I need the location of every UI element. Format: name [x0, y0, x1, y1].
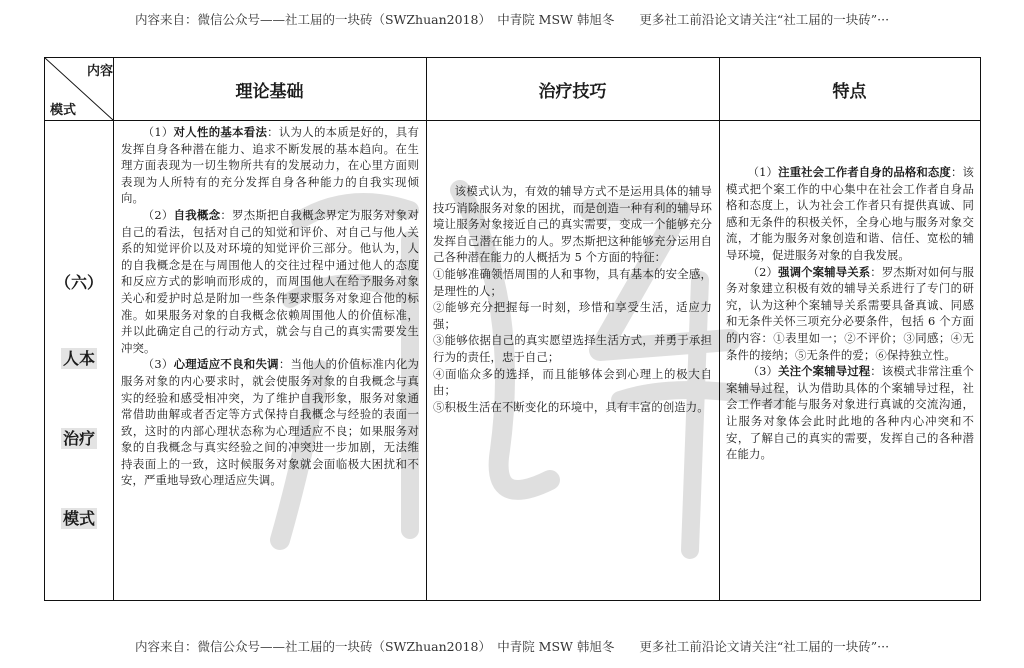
- theory-p3-title: 心理适应不良和失调: [173, 357, 279, 372]
- mode-column: [45, 120, 113, 600]
- corner-header-mode: 模式: [50, 103, 77, 118]
- features-p2-number: （2）: [747, 264, 779, 279]
- column-divider: [719, 58, 720, 600]
- features-cell: [726, 164, 974, 463]
- technique-item: ②能够充分把握每一时刻，珍惜和享受生活，适应力强；: [433, 300, 712, 331]
- column-divider: [426, 58, 427, 600]
- technique-item: ③能够依据自己的真实愿望选择生活方式，并勇于承担行为的责任，忠于自己；: [433, 333, 712, 364]
- theory-p1-title: 对人性的基本看法: [173, 125, 268, 139]
- technique-item: ①能够准确领悟周围的人和事物，具有基本的安全感，是理性的人；: [433, 266, 712, 298]
- header-technique: 治疗技巧: [538, 81, 607, 102]
- header-theory: 理论基础: [235, 81, 304, 102]
- comparison-table: [44, 57, 981, 601]
- features-paragraph-2: [726, 264, 974, 364]
- theory-paragraph-1: [121, 124, 419, 207]
- technique-item: ④面临众多的选择，而且能够体会到心理上的极大自由；: [433, 366, 712, 398]
- header-divider: [45, 120, 980, 121]
- features-paragraph-1: [726, 164, 974, 264]
- technique-item: ⑤积极生活在不断变化的环境中，具有丰富的创造力。: [433, 399, 709, 414]
- source-banner-top: 内容来自：微信公众号——社工届的一块砖（SWZhuan2018） 中青院 MSW 韩旭冬 更多社工前沿论文请关注“社工届的一块砖”···: [134, 12, 890, 27]
- theory-p1-text: ：认为人的本质是好的，具有发挥自身各种潜在能力、追求不断发展的基本趋向。在生理方面表现为一切生物所共有的发展动力，在心里方面则表现为人所特有的充分发挥自身各种能力的自我实现倾向。: [121, 125, 419, 206]
- theory-paragraph-2: [121, 207, 419, 356]
- column-divider: [113, 58, 114, 600]
- theory-cell: [121, 124, 419, 489]
- header-features: 特点: [832, 81, 867, 102]
- features-p2-title: 强调个案辅导关系: [778, 264, 871, 279]
- features-p1-title: 注重社会工作者自身的品格和态度: [778, 165, 951, 179]
- source-banner-bottom: 内容来自：微信公众号——社工届的一块砖（SWZhuan2018） 中青院 MSW 韩旭冬 更多社工前沿论文请关注“社工届的一块砖”···: [134, 639, 890, 654]
- theory-p2-number: （2）: [142, 207, 174, 222]
- theory-p2-text: ：罗杰斯把自我概念界定为服务对象对自己的看法，包括对自己的知觉和评价、对自己与他人关系的知觉评价以及对环境的知觉评价三部分。他认为，人的自我概念是在与周围他人的交往过程中通过他人的态度和反应方式的影响而形成的，而周围他人在给予服务对象关心和爱护时总是附加一些条件要求服务对象迎合他的标准。如果服务对象的自我概念依赖周围他人的价值标准，并以此确定自己的行动方式，就会与自己的真实需要发生冲突。: [121, 207, 419, 355]
- mode-name-line1: [45, 346, 113, 369]
- mode-name-line3: [45, 506, 113, 529]
- corner-header-content: 内容: [87, 64, 114, 79]
- features-p3-number: （3）: [747, 364, 779, 379]
- technique-intro: 该模式认为，有效的辅导方式不是运用具体的辅导技巧消除服务对象的困扰，而是创造一种有利的辅导环境让服务对象接近自己的真实需要，变成一个能够充分发挥自己潜在能力的人。罗杰斯把这种能够充分运用自己各种潜在能力的人概括为 5 个方面的特征：: [433, 184, 712, 265]
- theory-p3-text: ：当他人的价值标准内化为服务对象的内心要求时，就会使服务对象的自我概念与真实的经验和感受相冲突，为了维护自我形象，服务对象通常借助曲解或者否定等方式保持自我概念与经验的表面一致，这时的内部心理状态称为心理适应不良；如果服务对象的自我概念与真实经验之间的冲突进一步加剧，无法维持表面上的一致，这时候服务对象就会面临极大困扰和不安，严重地导致心理适应失调。: [121, 357, 420, 488]
- features-p1-number: （1）: [747, 165, 779, 179]
- mode-name-line3-text: 模式: [62, 509, 95, 528]
- mode-name-line1-text: 人本: [62, 349, 95, 368]
- features-p1-text: ：该模式把个案工作的中心集中在社会工作者自身品格和态度上，认为社会工作者只有提供真诚、同感和无条件的积极关怀，全身心地与服务对象交流，才能为服务对象创造和谐、信任、宽松的辅导环境，促进服务对象的自我发展。: [726, 165, 974, 262]
- features-p2-text: ：罗杰斯对如何与服务对象建立积极有效的辅导关系进行了专门的研究，认为这种个案辅导关系需要具备真诚、同感和无条件关怀三项充分必要条件，包括 6 个方面的内容：①表里如一；②不评价；③同感；④无条件的接纳；⑤无条件的爱；⑥保持独立性。: [726, 264, 974, 362]
- mode-name-line2-text: 治疗: [62, 429, 95, 448]
- mode-number: （六）: [54, 273, 103, 292]
- theory-paragraph-3: [121, 356, 419, 489]
- features-p3-text: ：该模式非常注重个案辅导过程，认为借助具体的个案辅导过程，社会工作者才能与服务对象进行真诚的交流沟通，让服务对象体会此时此地的各种内心冲突和不安，了解自己的真实的需要，发挥自己的各种潜在能力。: [726, 364, 974, 462]
- theory-p3-number: （3）: [142, 357, 174, 372]
- features-paragraph-3: [726, 363, 974, 463]
- technique-cell: [433, 183, 712, 415]
- mode-name-line2: [45, 426, 113, 449]
- features-p3-title: 关注个案辅导过程: [778, 364, 871, 379]
- theory-p2-title: 自我概念: [173, 207, 221, 222]
- theory-p1-number: （1）: [142, 125, 174, 139]
